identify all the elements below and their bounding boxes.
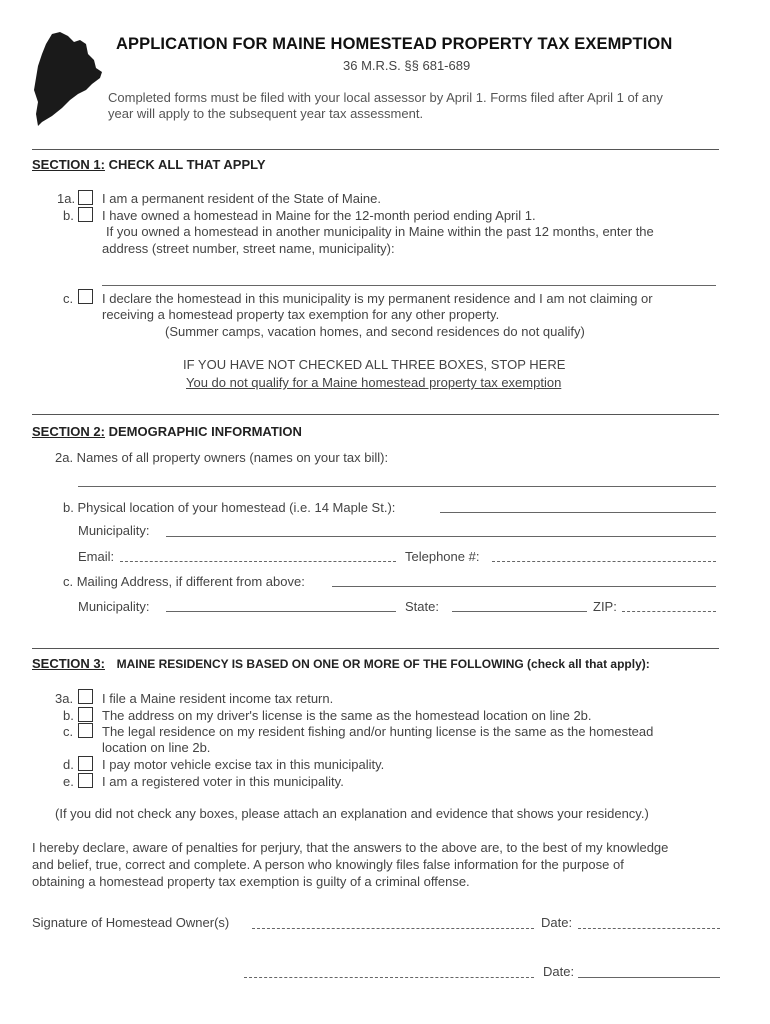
stop-warning: IF YOU HAVE NOT CHECKED ALL THREE BOXES, STOP HERE bbox=[183, 357, 566, 372]
zip-label: ZIP: bbox=[593, 599, 617, 614]
location-label: b. Physical location of your homestead (i.e. 14 Maple St.): bbox=[63, 500, 396, 515]
item-3c-text-2: location on line 2b. bbox=[102, 740, 211, 755]
item-3a-label: 3a. bbox=[55, 691, 74, 706]
item-1c-label: c. bbox=[63, 291, 74, 306]
mailing-municipality-label: Municipality: bbox=[78, 599, 150, 614]
section-1-title: CHECK ALL THAT APPLY bbox=[108, 157, 266, 172]
state-field[interactable] bbox=[452, 611, 587, 612]
item-1c-text-1: I declare the homestead in this municipality is my permanent residence and I am not claiming or bbox=[102, 291, 653, 306]
checkbox-3e[interactable] bbox=[78, 773, 93, 788]
item-3c-text-1: The legal residence on my resident fishing and/or hunting license is the same as the homestead bbox=[102, 724, 654, 739]
signature-field-2[interactable] bbox=[244, 977, 534, 978]
email-label: Email: bbox=[78, 549, 115, 564]
item-3c-label: c. bbox=[63, 724, 74, 739]
zip-field[interactable] bbox=[622, 611, 716, 612]
divider bbox=[32, 149, 719, 150]
section-3-heading bbox=[32, 656, 650, 671]
checkbox-1b[interactable] bbox=[78, 207, 93, 222]
mailing-address-label: c. Mailing Address, if different from above: bbox=[63, 574, 305, 589]
residency-note: (If you did not check any boxes, please attach an explanation and evidence that shows your residency.) bbox=[55, 806, 649, 821]
signature-field[interactable] bbox=[252, 928, 534, 929]
municipality-field[interactable] bbox=[166, 536, 716, 537]
form-title: APPLICATION FOR MAINE HOMESTEAD PROPERTY TAX EXEMPTION bbox=[116, 35, 673, 53]
checkbox-1a[interactable] bbox=[78, 190, 93, 205]
item-1b-sub-2: address (street number, street name, municipality): bbox=[102, 241, 395, 256]
item-3e-label: e. bbox=[63, 774, 74, 789]
section-1-label: SECTION 1: bbox=[32, 157, 105, 172]
location-field[interactable] bbox=[440, 512, 716, 513]
date-label-2: Date: bbox=[543, 964, 575, 979]
declaration-line-2: and belief, true, correct and complete. A person who knowingly files false information for the purpose of bbox=[32, 857, 624, 872]
item-3a-text: I file a Maine resident income tax return. bbox=[102, 691, 334, 706]
maine-map-icon bbox=[30, 30, 110, 130]
telephone-field[interactable] bbox=[492, 561, 716, 562]
checkbox-3b[interactable] bbox=[78, 707, 93, 722]
section-3-label: SECTION 3: bbox=[32, 656, 105, 671]
item-3b-label: b. bbox=[63, 708, 74, 723]
divider bbox=[32, 414, 719, 415]
intro-line-1: Completed forms must be filed with your local assessor by April 1. Forms filed after April 1 of any bbox=[108, 90, 663, 105]
section-2-title: DEMOGRAPHIC INFORMATION bbox=[108, 424, 302, 439]
intro-line-2: year will apply to the subsequent year tax assessment. bbox=[108, 106, 424, 121]
signature-label: Signature of Homestead Owner(s) bbox=[32, 915, 230, 930]
item-3b-text: The address on my driver's license is the same as the homestead location on line 2b. bbox=[102, 708, 592, 723]
section-2-heading bbox=[32, 424, 302, 439]
owners-field[interactable] bbox=[78, 486, 716, 487]
owners-label: 2a. Names of all property owners (names on your tax bill): bbox=[55, 450, 389, 465]
item-1a-label: 1a. bbox=[57, 191, 76, 206]
item-1b-label: b. bbox=[63, 208, 74, 223]
email-field[interactable] bbox=[120, 561, 396, 562]
municipality-label: Municipality: bbox=[78, 523, 150, 538]
item-3d-label: d. bbox=[63, 757, 74, 772]
item-1b-sub-1: If you owned a homestead in another municipality in Maine within the past 12 months, enter the bbox=[106, 224, 654, 239]
divider bbox=[32, 648, 719, 649]
checkbox-3c[interactable] bbox=[78, 723, 93, 738]
section-3-title: MAINE RESIDENCY IS BASED ON ONE OR MORE OF THE FOLLOWING (check all that apply): bbox=[116, 657, 650, 671]
item-1a-text: I am a permanent resident of the State of Maine. bbox=[102, 191, 381, 206]
date-field[interactable] bbox=[578, 928, 720, 929]
date-field-2[interactable] bbox=[578, 977, 720, 978]
item-1b-text: I have owned a homestead in Maine for the 12-month period ending April 1. bbox=[102, 208, 536, 223]
date-label: Date: bbox=[541, 915, 573, 930]
telephone-label: Telephone #: bbox=[405, 549, 480, 564]
item-3e-text: I am a registered voter in this municipality. bbox=[102, 774, 344, 789]
checkbox-3a[interactable] bbox=[78, 689, 93, 704]
declaration-line-1: I hereby declare, aware of penalties for perjury, that the answers to the above are, to the best of my knowledge bbox=[32, 840, 669, 855]
mailing-address-field[interactable] bbox=[332, 586, 716, 587]
stop-warning-subtext: You do not qualify for a Maine homestead property tax exemption bbox=[186, 375, 562, 390]
item-1c-text-2: receiving a homestead property tax exemption for any other property. bbox=[102, 307, 500, 322]
section-2-label: SECTION 2: bbox=[32, 424, 105, 439]
statute-citation: 36 M.R.S. §§ 681-689 bbox=[343, 58, 471, 73]
state-label: State: bbox=[405, 599, 439, 614]
intro-text bbox=[108, 90, 663, 122]
section-1-heading bbox=[32, 157, 266, 172]
mailing-municipality-field[interactable] bbox=[166, 611, 396, 612]
item-3d-text: I pay motor vehicle excise tax in this municipality. bbox=[102, 757, 385, 772]
item-1c-text-3: (Summer camps, vacation homes, and second residences do not qualify) bbox=[165, 324, 585, 339]
checkbox-3d[interactable] bbox=[78, 756, 93, 771]
checkbox-1c[interactable] bbox=[78, 289, 93, 304]
declaration-line-3: obtaining a homestead property tax exemption is guilty of a criminal offense. bbox=[32, 874, 470, 889]
previous-address-field[interactable] bbox=[102, 285, 716, 286]
